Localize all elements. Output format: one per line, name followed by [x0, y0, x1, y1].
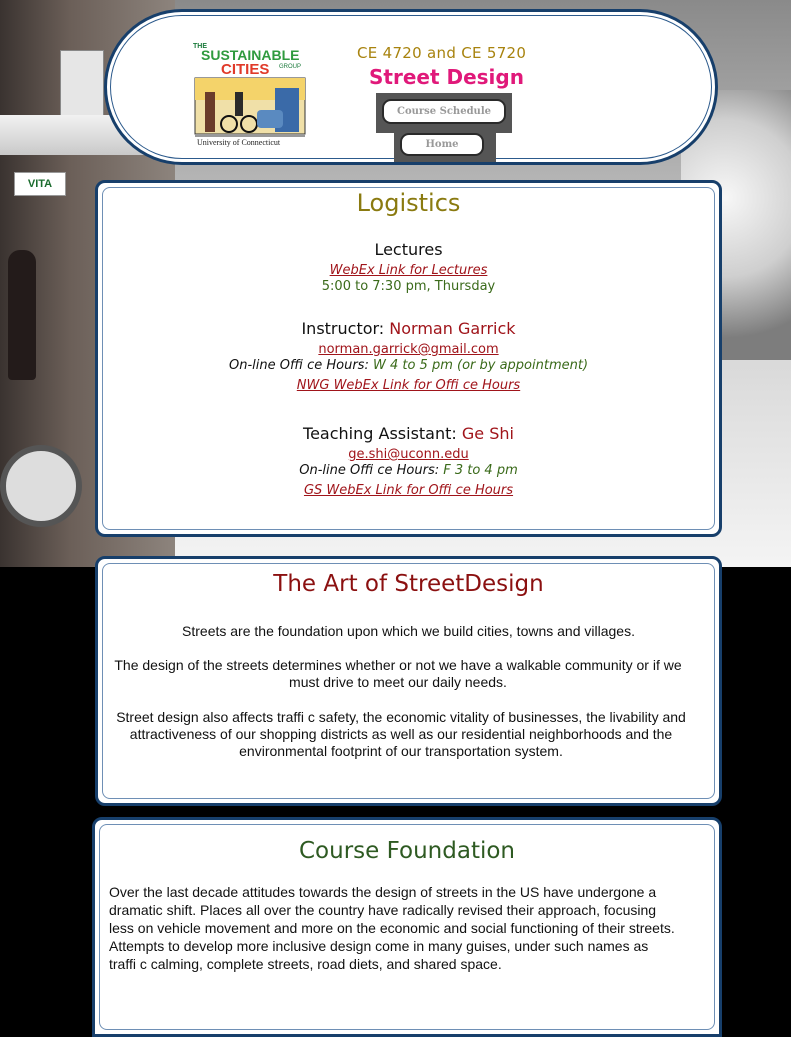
instructor-name: Norman Garrick: [389, 319, 516, 338]
instructor-webex-link[interactable]: NWG WebEx Link for Offi ce Hours: [296, 378, 521, 393]
art-of-street-design-card: [95, 556, 722, 806]
ta-email-link[interactable]: ge.shi@uconn.edu: [348, 447, 469, 462]
lectures-time: 5:00 to 7:30 pm, Thursday: [321, 279, 496, 294]
ta-name: Ge Shi: [461, 424, 514, 443]
ta-label: Teaching Assistant:: [303, 424, 457, 443]
vita-sign: VITA: [14, 172, 66, 196]
sustainable-cities-logo: [191, 40, 309, 148]
logistics-title: Logistics: [356, 189, 461, 217]
home-button[interactable]: Home: [400, 133, 484, 156]
instructor-hours-value: W 4 to 5 pm (or by appointment): [372, 358, 589, 373]
pedestrian: [8, 250, 36, 380]
logistics-card: [95, 180, 722, 537]
header-banner: [104, 9, 718, 165]
logo-line1: SUSTAINABLE: [201, 47, 300, 63]
logo-line2: CITIES: [221, 61, 270, 78]
snow-planter: [0, 445, 82, 527]
ta-hours-label: On-line Offi ce Hours:: [299, 463, 440, 478]
ta-hours-value: F 3 to 4 pm: [443, 463, 518, 478]
art-paragraph-1: Streets are the foundation upon which we build cities, towns and villages.: [182, 623, 635, 639]
instructor-hours: [98, 358, 719, 373]
ta-webex-link[interactable]: GS WebEx Link for Offi ce Hours: [303, 483, 514, 498]
lectures-label: Lectures: [374, 240, 443, 259]
shop-sign: [60, 50, 104, 122]
ta-line: [98, 424, 719, 443]
course-foundation-card: [92, 817, 722, 1037]
course-code: CE 4720 and CE 5720: [357, 44, 527, 62]
logo-group: GROUP: [279, 64, 302, 70]
course-title: Street Design: [369, 65, 524, 89]
art-title: The Art of StreetDesign: [273, 571, 544, 597]
instructor-hours-label: On-line Offi ce Hours:: [228, 358, 369, 373]
foundation-title: Course Foundation: [299, 838, 515, 864]
ta-hours: [98, 463, 719, 478]
course-schedule-button[interactable]: Course Schedule: [382, 99, 506, 124]
instructor-label: Instructor:: [301, 319, 385, 338]
foundation-paragraph: Over the last decade attitudes towards the design of streets in the US have undergone a dramatic shift. Places all over the country have radically revised their approach, focusing less on vehicle movement and more on the economic and social functioning of their streets. Attempts to develop more inclusive design come in many guises, under such names as traffi c calming, complete streets, road diets, and shared space.: [109, 884, 675, 972]
lectures-webex-link[interactable]: WebEx Link for Lectures: [329, 263, 488, 278]
logo-university: University of Connecticut: [197, 138, 281, 147]
art-paragraph-2: The design of the streets determines whether or not we have a walkable community or if we must drive to meet our daily needs.: [114, 657, 682, 690]
instructor-email-link[interactable]: norman.garrick@gmail.com: [318, 342, 499, 357]
logo-top: THE: [193, 43, 207, 50]
art-paragraph-3: Street design also affects traffi c safety, the economic vitality of businesses, the livability and attractiveness of our shopping districts as well as our residential neighborhoods and the environmental footprint of our transportation system.: [116, 709, 686, 759]
instructor-line: [98, 319, 719, 338]
